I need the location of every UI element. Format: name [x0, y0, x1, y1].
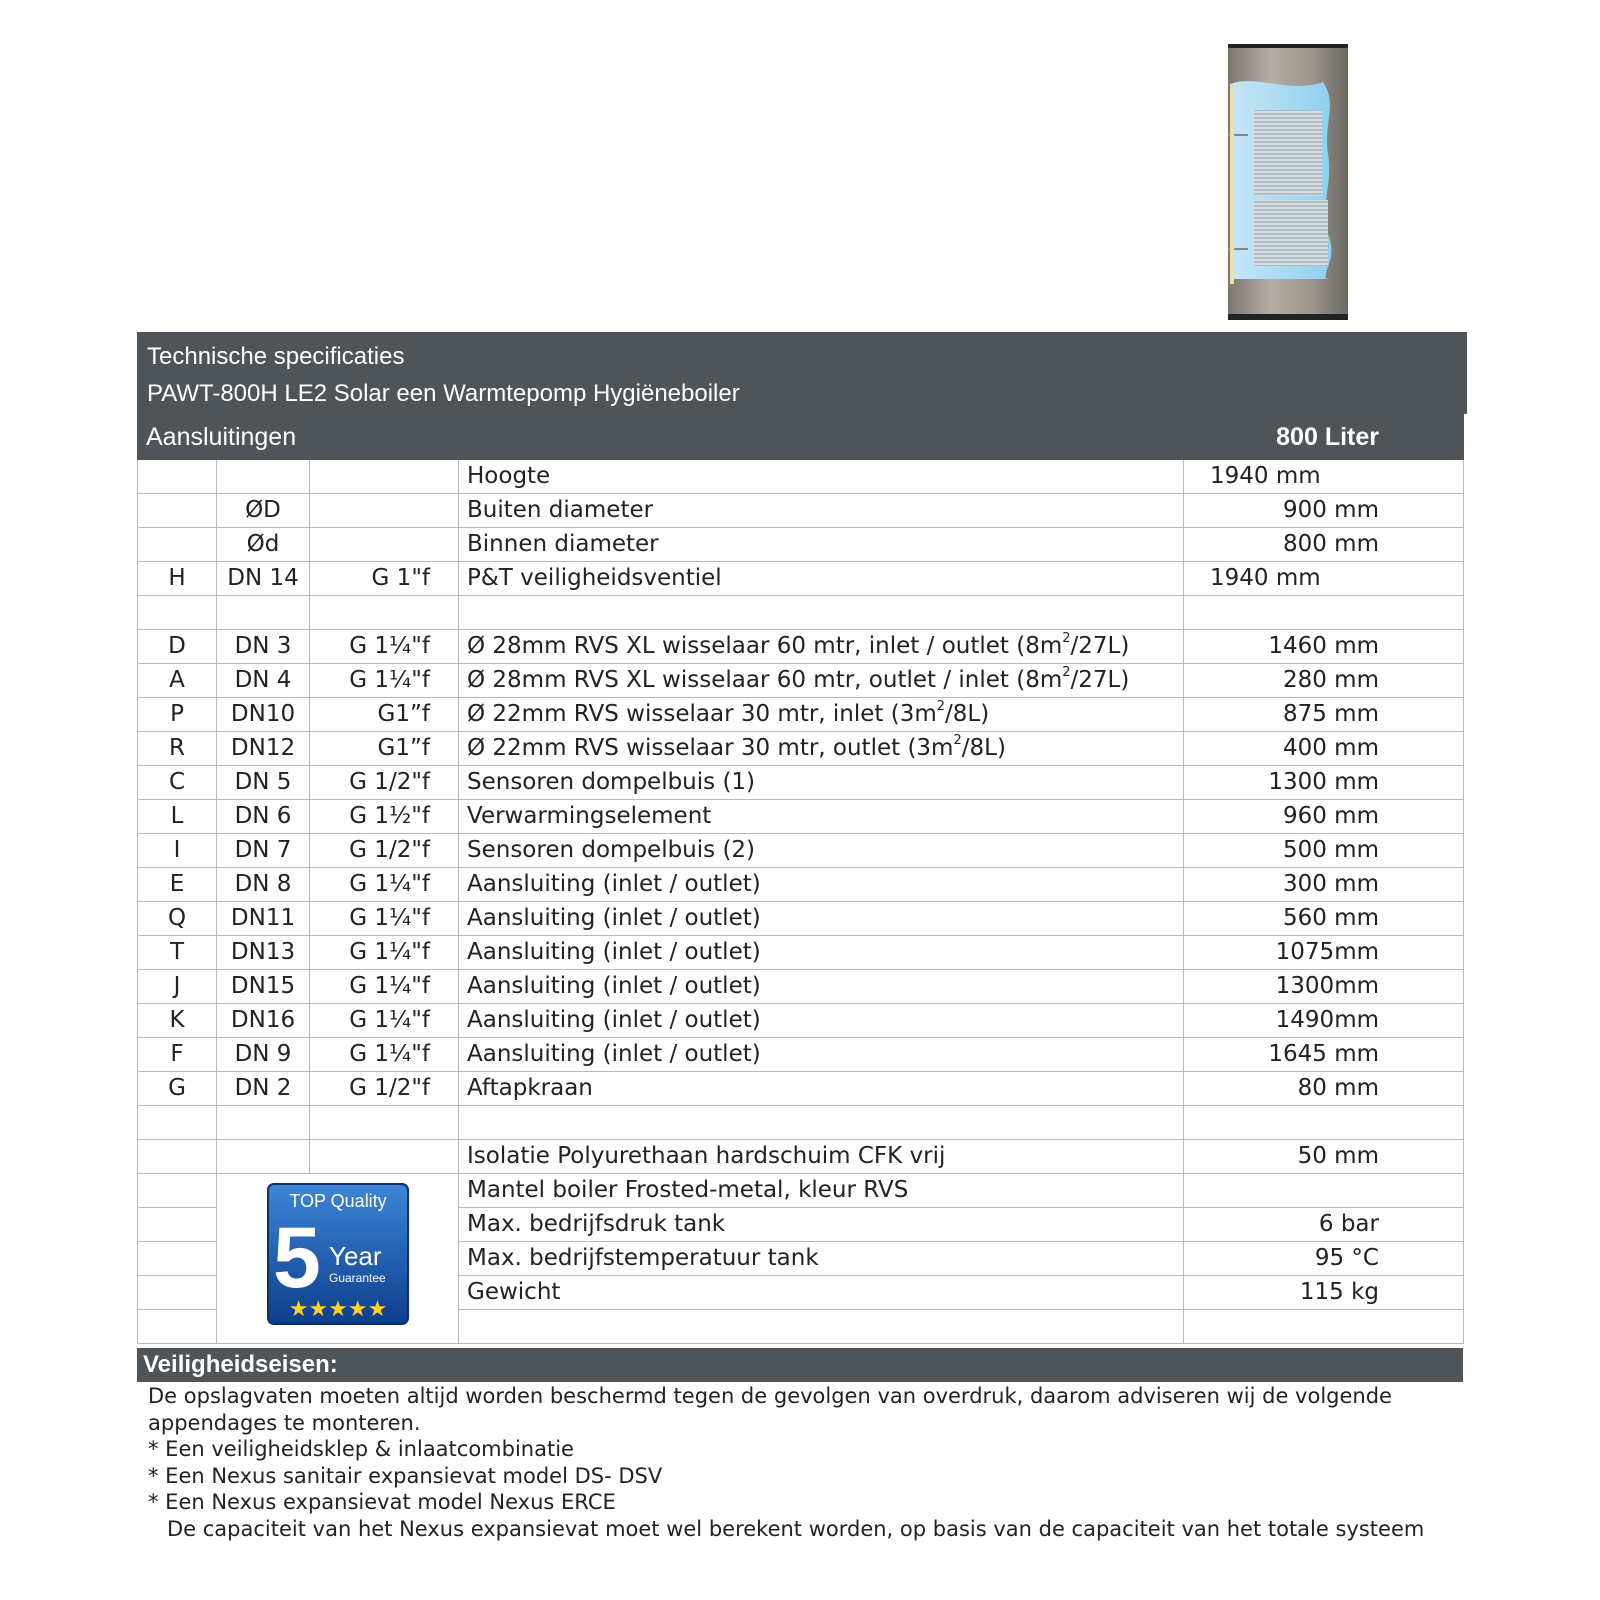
connection-thread: G 1½"f: [310, 800, 459, 834]
description-superscript: 2: [936, 699, 946, 715]
connection-letter: D: [138, 630, 217, 664]
connection-value: [1184, 596, 1464, 630]
table-row: [138, 528, 1464, 562]
connection-description: [459, 698, 1184, 732]
connection-letter: R: [138, 732, 217, 766]
connection-value: 875 mm: [1184, 698, 1464, 732]
table-row: [138, 732, 1464, 766]
guarantee-badge: [265, 1181, 411, 1327]
spec-table: [137, 414, 1464, 1344]
connection-description: Aansluiting (inlet / outlet): [459, 1038, 1184, 1072]
connection-description: Binnen diameter: [459, 528, 1184, 562]
connection-value: 1075mm: [1184, 936, 1464, 970]
connection-dn: [217, 596, 310, 630]
connection-dn: DN 14: [217, 562, 310, 596]
connection-letter: H: [138, 562, 217, 596]
connection-thread: [310, 1106, 459, 1140]
connection-description: Aansluiting (inlet / outlet): [459, 936, 1184, 970]
spec-description: [459, 1310, 1184, 1344]
connection-description: Hoogte: [459, 460, 1184, 494]
table-row: [138, 902, 1464, 936]
capacity-label: 800 Liter: [1184, 415, 1464, 460]
spec-value: 115 kg: [1184, 1276, 1464, 1310]
table-row: [138, 664, 1464, 698]
spec-value: 95 °C: [1184, 1242, 1464, 1276]
table-row: [138, 868, 1464, 902]
table-row: [138, 936, 1464, 970]
connection-description: Aansluiting (inlet / outlet): [459, 970, 1184, 1004]
boiler-tank-image: [1228, 44, 1348, 320]
connection-description: [459, 596, 1184, 630]
badge-year-text: Year: [328, 1240, 382, 1271]
connection-dn: DN 4: [217, 664, 310, 698]
connection-dn: DN15: [217, 970, 310, 1004]
connection-dn: DN 7: [217, 834, 310, 868]
connection-description: Aansluiting (inlet / outlet): [459, 1004, 1184, 1038]
empty-cell: [138, 1242, 217, 1276]
connection-dn: DN13: [217, 936, 310, 970]
connection-dn: DN 9: [217, 1038, 310, 1072]
description-text-end: /27L): [1070, 633, 1130, 659]
connection-thread: [310, 460, 459, 494]
description-text-end: /8L): [945, 701, 990, 727]
table-row: [138, 970, 1464, 1004]
connection-value: 500 mm: [1184, 834, 1464, 868]
badge-top-text: TOP Quality: [288, 1190, 387, 1211]
empty-cell: [138, 1310, 217, 1344]
connection-letter: P: [138, 698, 217, 732]
table-row: [138, 766, 1464, 800]
connection-letter: C: [138, 766, 217, 800]
connection-thread: G 1¼"f: [310, 902, 459, 936]
safety-line: * Een veiligheidsklep & inlaatcombinatie: [148, 1437, 574, 1461]
connection-value: 1460 mm: [1184, 630, 1464, 664]
table-row: [138, 1106, 1464, 1140]
connection-dn: DN 3: [217, 630, 310, 664]
connection-value: 960 mm: [1184, 800, 1464, 834]
connection-value: 400 mm: [1184, 732, 1464, 766]
spec-description: Gewicht: [459, 1276, 1184, 1310]
table-row: [138, 1072, 1464, 1106]
connection-dn: DN 2: [217, 1072, 310, 1106]
connection-dn: DN10: [217, 698, 310, 732]
safety-line-indented: De capaciteit van het Nexus expansievat moet wel berekent worden, op basis van de capaciteit van het totale systeem: [167, 1516, 1425, 1541]
connection-value: 1490mm: [1184, 1004, 1464, 1038]
connection-letter: G: [138, 1072, 217, 1106]
connection-value: 900 mm: [1184, 494, 1464, 528]
connection-thread: [310, 494, 459, 528]
connection-thread: G 1/2"f: [310, 834, 459, 868]
connection-value: 560 mm: [1184, 902, 1464, 936]
connection-description: Aansluiting (inlet / outlet): [459, 868, 1184, 902]
connection-thread: G 1¼"f: [310, 630, 459, 664]
connection-description: Aansluiting (inlet / outlet): [459, 902, 1184, 936]
spec-description: Mantel boiler Frosted-metal, kleur RVS: [459, 1174, 1184, 1208]
description-superscript: 2: [1062, 665, 1071, 681]
connection-thread: G 1¼"f: [310, 936, 459, 970]
badge-number: 5: [272, 1209, 321, 1306]
connection-value: 1645 mm: [1184, 1038, 1464, 1072]
connection-thread: [310, 1140, 459, 1174]
badge-guarantee-text: Guarantee: [328, 1270, 386, 1285]
table-row: [138, 1038, 1464, 1072]
spec-subtitle: PAWT-800H LE2 Solar een Warmtepomp Hygiëneboiler: [147, 380, 740, 407]
table-row: [138, 834, 1464, 868]
connection-value: 1940 mm: [1184, 460, 1464, 494]
connection-description: Verwarmingselement: [459, 800, 1184, 834]
connection-thread: G 1¼"f: [310, 664, 459, 698]
connection-letter: [138, 460, 217, 494]
connection-value: [1184, 1106, 1464, 1140]
description-text: Ø 22mm RVS wisselaar 30 mtr, outlet (3m: [467, 735, 954, 761]
connection-thread: G 1/2"f: [310, 1072, 459, 1106]
empty-cell: [138, 1276, 217, 1310]
connection-value: 1300mm: [1184, 970, 1464, 1004]
safety-text: [148, 1383, 1468, 1542]
connection-value: 300 mm: [1184, 868, 1464, 902]
safety-line: appendages te monteren.: [148, 1410, 421, 1435]
description-text-end: /27L): [1070, 667, 1130, 693]
connection-dn: [217, 460, 310, 494]
table-row: [138, 630, 1464, 664]
connection-letter: [138, 528, 217, 562]
connection-letter: F: [138, 1038, 217, 1072]
spec-description: Max. bedrijfsdruk tank: [459, 1208, 1184, 1242]
connection-letter: E: [138, 868, 217, 902]
table-row: [138, 1174, 1464, 1208]
table-row: [138, 800, 1464, 834]
connection-letter: K: [138, 1004, 217, 1038]
connection-description: Aftapkraan: [459, 1072, 1184, 1106]
spec-value: [1184, 1174, 1464, 1208]
description-text-end: /8L): [961, 735, 1006, 761]
connection-description: [459, 732, 1184, 766]
safety-line: De opslagvaten moeten altijd worden beschermd tegen de gevolgen van overdruk, daarom adviseren wij de volgende: [148, 1384, 1392, 1408]
table-header-row: [138, 415, 1464, 460]
spec-value: 6 bar: [1184, 1208, 1464, 1242]
connection-dn: DN12: [217, 732, 310, 766]
connection-description: Buiten diameter: [459, 494, 1184, 528]
connection-letter: [138, 1106, 217, 1140]
connection-value: 280 mm: [1184, 664, 1464, 698]
connection-dn: [217, 1140, 310, 1174]
connection-dn: Ød: [217, 528, 310, 562]
connection-thread: G 1/2"f: [310, 766, 459, 800]
connection-description: [459, 630, 1184, 664]
table-row: [138, 460, 1464, 494]
connection-value: 1940 mm: [1184, 562, 1464, 596]
connection-description: Sensoren dompelbuis (2): [459, 834, 1184, 868]
connection-letter: [138, 596, 217, 630]
connection-dn: DN16: [217, 1004, 310, 1038]
connection-letter: I: [138, 834, 217, 868]
safety-line: * Een Nexus expansievat model Nexus ERCE: [148, 1490, 616, 1514]
connection-value: 50 mm: [1184, 1140, 1464, 1174]
connection-dn: DN 8: [217, 868, 310, 902]
connection-thread: [310, 528, 459, 562]
connection-value: 1300 mm: [1184, 766, 1464, 800]
connection-thread: G 1¼"f: [310, 970, 459, 1004]
connection-thread: G 1"f: [310, 562, 459, 596]
spec-description: Max. bedrijfstemperatuur tank: [459, 1242, 1184, 1276]
spec-value: [1184, 1310, 1464, 1344]
safety-line: * Een Nexus sanitair expansievat model DS- DSV: [148, 1463, 663, 1488]
connection-value: 80 mm: [1184, 1072, 1464, 1106]
description-superscript: 2: [1062, 631, 1071, 647]
connection-thread: G 1¼"f: [310, 1004, 459, 1038]
connection-dn: DN11: [217, 902, 310, 936]
connection-letter: Q: [138, 902, 217, 936]
connection-thread: G1”f: [310, 698, 459, 732]
connection-thread: G 1¼"f: [310, 1038, 459, 1072]
connection-letter: L: [138, 800, 217, 834]
table-row: [138, 698, 1464, 732]
connection-letter: [138, 494, 217, 528]
badge-stars: ★★★★★: [288, 1296, 387, 1322]
table-row: [138, 1140, 1464, 1174]
connection-thread: [310, 596, 459, 630]
connection-description: Sensoren dompelbuis (1): [459, 766, 1184, 800]
connection-dn: DN 5: [217, 766, 310, 800]
connection-dn: [217, 1106, 310, 1140]
description-text: Ø 28mm RVS XL wisselaar 60 mtr, outlet / inlet (8m: [467, 667, 1063, 693]
badge-cell: [217, 1174, 459, 1344]
spec-title: Technische specificaties: [147, 343, 405, 370]
description-text: Ø 22mm RVS wisselaar 30 mtr, inlet (3m: [467, 701, 937, 727]
connection-thread: G 1¼"f: [310, 868, 459, 902]
connection-letter: T: [138, 936, 217, 970]
safety-title: Veiligheidseisen:: [137, 1348, 1463, 1382]
connection-letter: J: [138, 970, 217, 1004]
connection-thread: G1”f: [310, 732, 459, 766]
connection-value: 800 mm: [1184, 528, 1464, 562]
connection-dn: DN 6: [217, 800, 310, 834]
description-superscript: 2: [953, 733, 962, 749]
connection-description: P&T veiligheidsventiel: [459, 562, 1184, 596]
description-text: Ø 28mm RVS XL wisselaar 60 mtr, inlet / outlet (8m: [467, 633, 1063, 659]
connection-dn: ØD: [217, 494, 310, 528]
table-row: [138, 596, 1464, 630]
connection-description: Isolatie Polyurethaan hardschuim CFK vrij: [459, 1140, 1184, 1174]
table-row: [138, 494, 1464, 528]
connection-description: [459, 664, 1184, 698]
empty-cell: [138, 1208, 217, 1242]
table-row: [138, 562, 1464, 596]
connection-description: [459, 1106, 1184, 1140]
empty-cell: [138, 1174, 217, 1208]
connection-letter: A: [138, 664, 217, 698]
connection-letter: [138, 1140, 217, 1174]
spec-header: [137, 332, 1467, 414]
section-label: Aansluitingen: [138, 415, 1184, 460]
table-row: [138, 1004, 1464, 1038]
